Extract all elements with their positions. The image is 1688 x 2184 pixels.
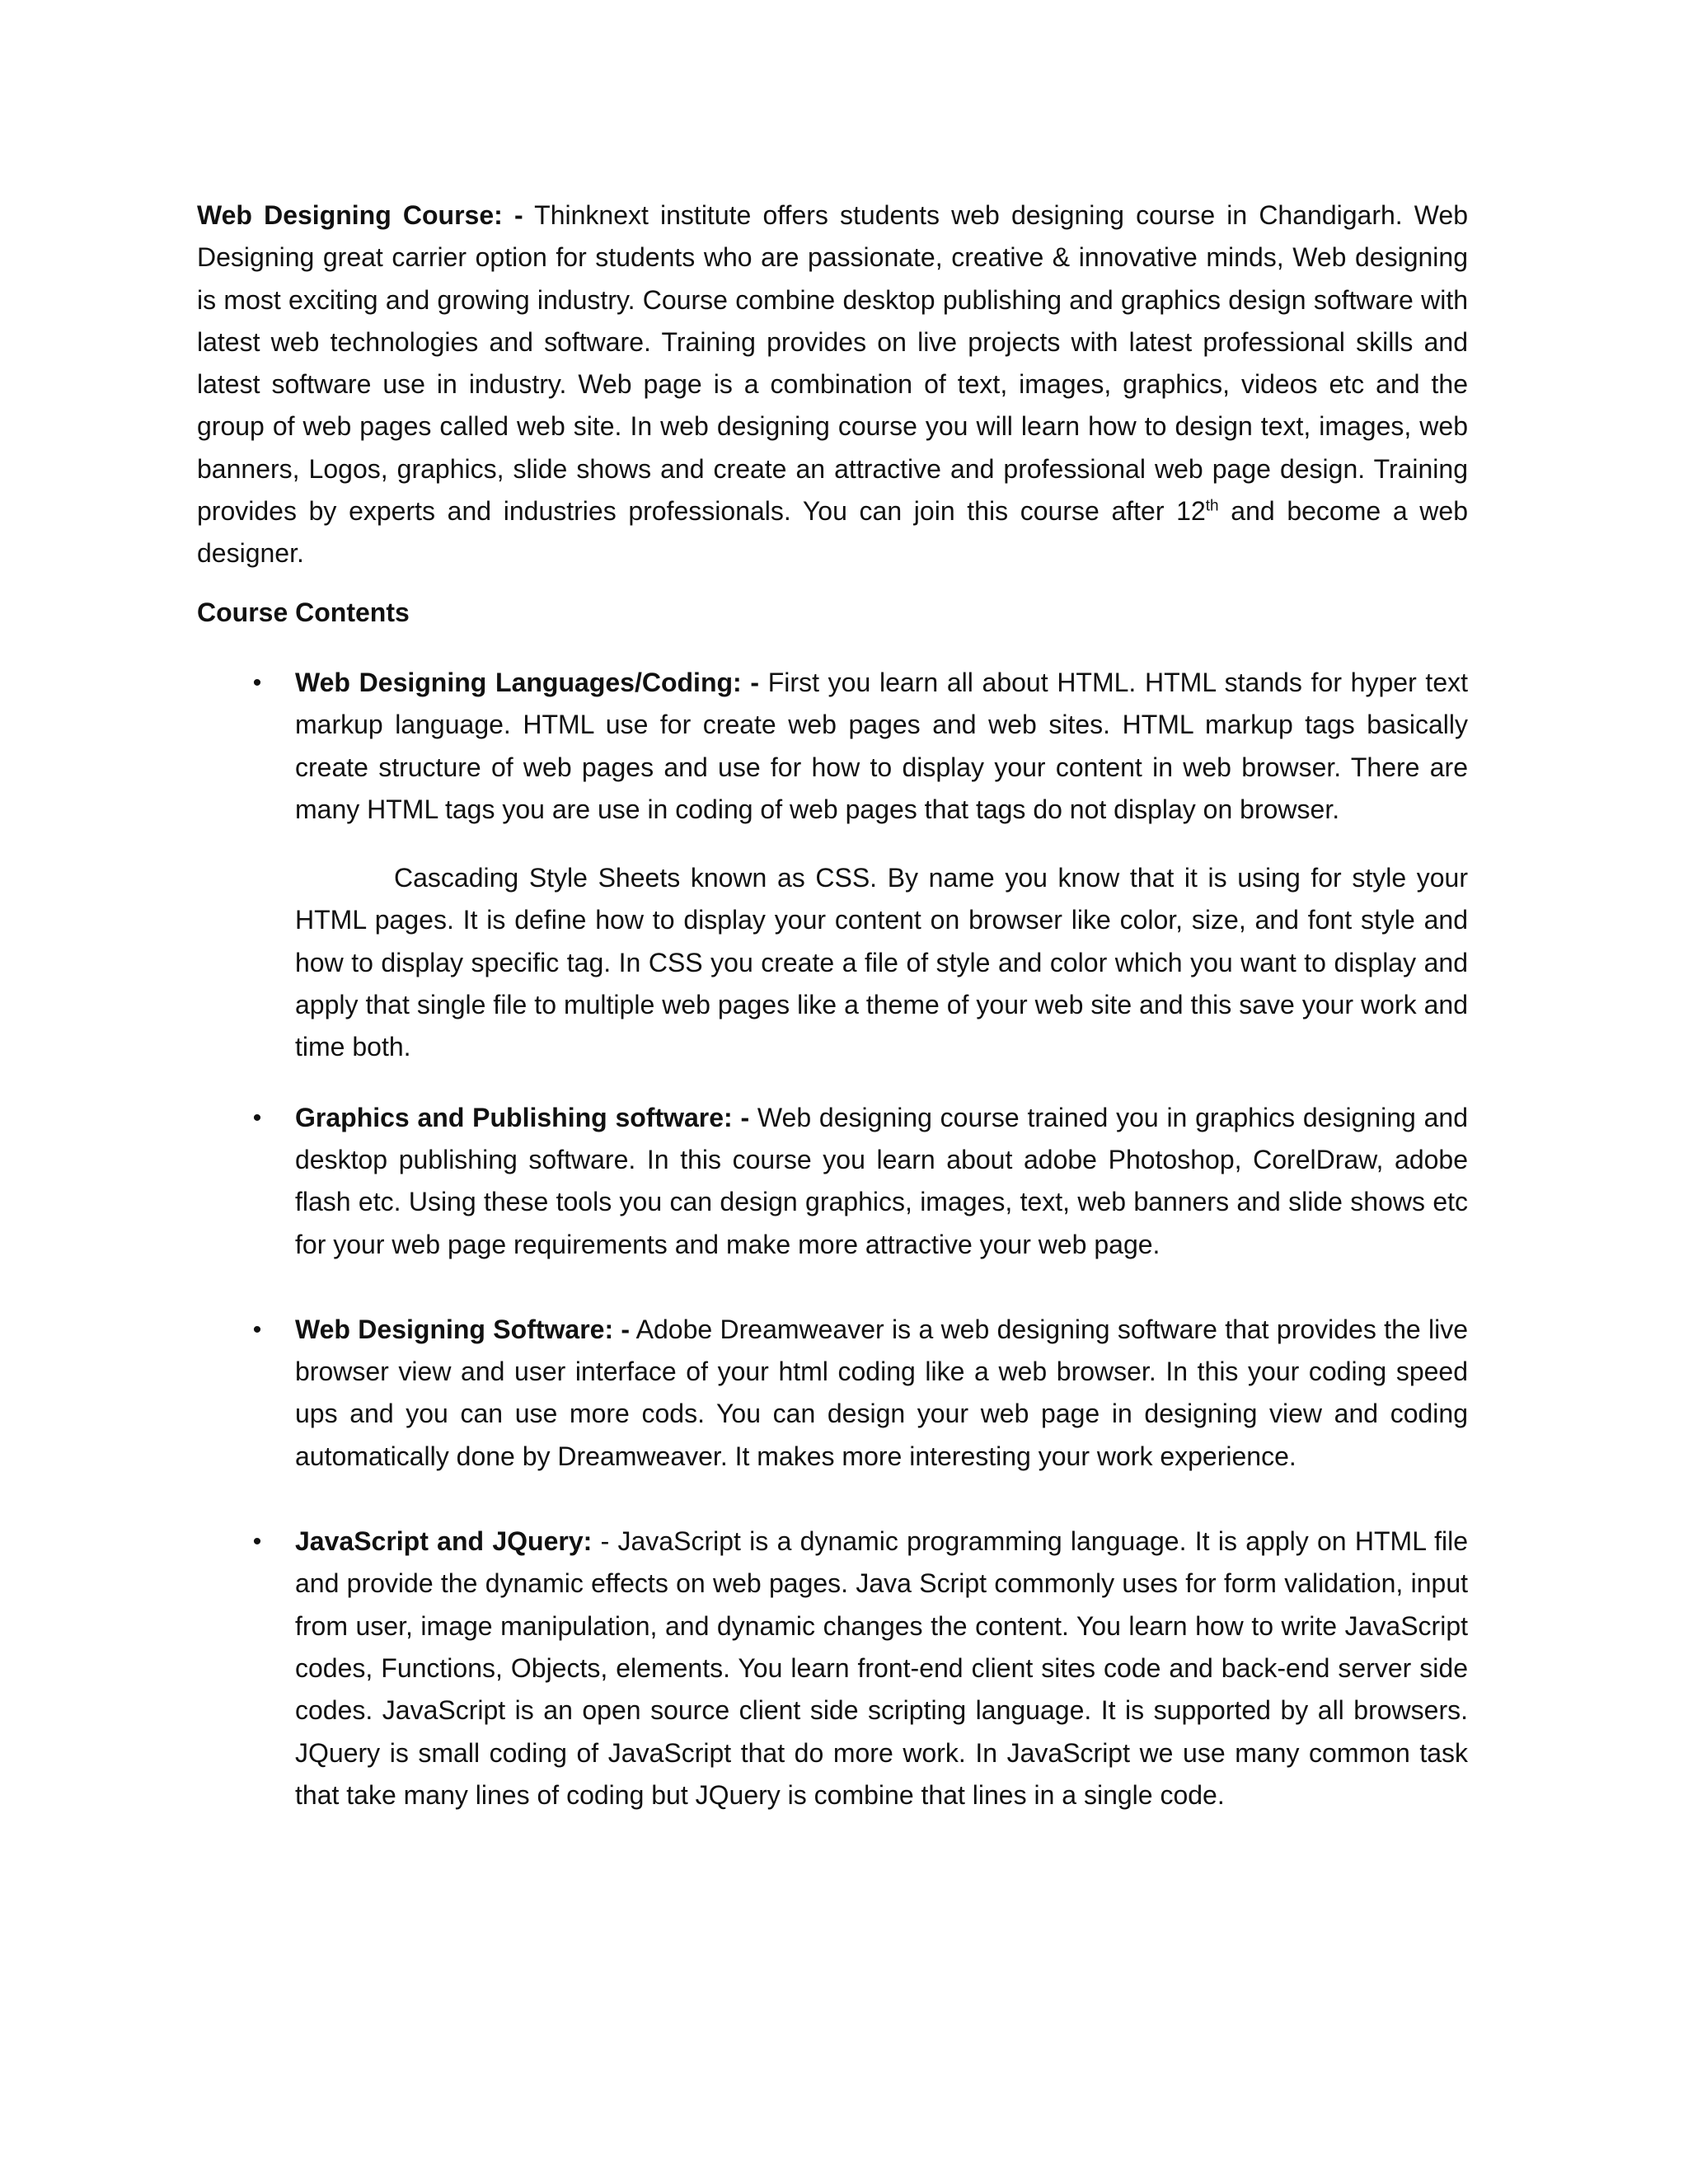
list-item-title: Web Designing Languages/Coding: -: [295, 667, 760, 697]
course-contents-list: [197, 662, 1468, 1816]
course-contents-title: Course Contents: [197, 597, 410, 627]
bullet-icon: •: [252, 1315, 262, 1343]
intro-paragraph: [197, 194, 1468, 575]
list-item-title: Web Designing Software: -: [295, 1314, 631, 1344]
list-item-text: First you learn all about HTML. HTML stands for hyper text markup language. HTML use for create web pages and web sites. HTML markup tags basically create structure of web pages and use for how to display your content in web browser. There are many HTML tags you are use in coding of web pages that tags do not display on browser.: [295, 667, 1469, 824]
list-item-paragraph: [295, 1097, 1468, 1266]
list-item-title: JavaScript and JQuery:: [295, 1526, 593, 1557]
intro-text: Thinknext institute offers students web designing course in Chandigarh. Web Designing great carrier option for students who are passionate, creative & innovative minds, Web designing is most exciting and growing industry. Course combine desktop publishing and graphics design software with latest web technologies and software. Training provides on live projects with latest professional skills and latest software use in industry. Web page is a combination of text, images, graphics, videos etc and the group of web pages called web site. In web designing course you will learn how to design text, images, web banners, Logos, graphics, slide shows and create an attractive and professional web page design. Training provides by experts and industries professionals. You can join this course after 12: [197, 200, 1469, 527]
css-paragraph: Cascading Style Sheets known as CSS. By name you know that it is using for style your HTML pages. It is define how to display your content on browser like color, size, and font style and how to display specific tag. In CSS you create a file of style and color which you want to display and apply that single file to multiple web pages like a theme of your web site and this save your work and time both.: [295, 863, 1468, 1062]
list-item-software: [197, 1309, 1468, 1478]
bullet-icon: •: [252, 668, 262, 696]
document-body: [197, 194, 1468, 1816]
list-item-paragraph: [295, 1309, 1468, 1478]
intro-text-end: and become a web designer.: [197, 496, 1469, 569]
list-item-text: - JavaScript is a dynamic programming language. It is apply on HTML file and provide the dynamic effects on web pages. Java Script commonly uses for form validation, input from user, image manipulation, and dynamic changes the content. You learn how to write JavaScript codes, Functions, Objects, elements. You learn front-end client sites code and back-end server side codes. JavaScript is an open source client side scripting language. It is supported by all browsers. JQuery is small coding of JavaScript that do more work. In JavaScript we use many common task that take many lines of coding but JQuery is combine that lines in a single code.: [295, 1526, 1469, 1810]
list-item-paragraph: [295, 662, 1468, 831]
list-item-paragraph: [295, 1521, 1468, 1816]
intro-superscript: th: [1205, 497, 1219, 515]
list-item-languages: [197, 662, 1468, 1069]
bullet-icon: •: [252, 1104, 262, 1132]
list-item-text: Web designing course trained you in graphics designing and desktop publishing software. In this course you learn about adobe Photoshop, CorelDraw, adobe flash etc. Using these tools you can design graphics, images, text, web banners and slide shows etc for your web page requirements and make more attractive your web page.: [295, 1102, 1469, 1259]
list-item-title: Graphics and Publishing software: -: [295, 1102, 750, 1132]
list-item-javascript: [197, 1521, 1468, 1816]
intro-heading: Web Designing Course: -: [197, 200, 523, 230]
bullet-icon: •: [252, 1528, 262, 1556]
list-item-text: Adobe Dreamweaver is a web designing software that provides the live browser view and user interface of your html coding like a web browser. In this your coding speed ups and you can use more cods. You can design your web page in designing view and coding automatically done by Dreamweaver. It makes more interesting your work experience.: [295, 1314, 1468, 1471]
list-item-graphics: [197, 1097, 1468, 1266]
